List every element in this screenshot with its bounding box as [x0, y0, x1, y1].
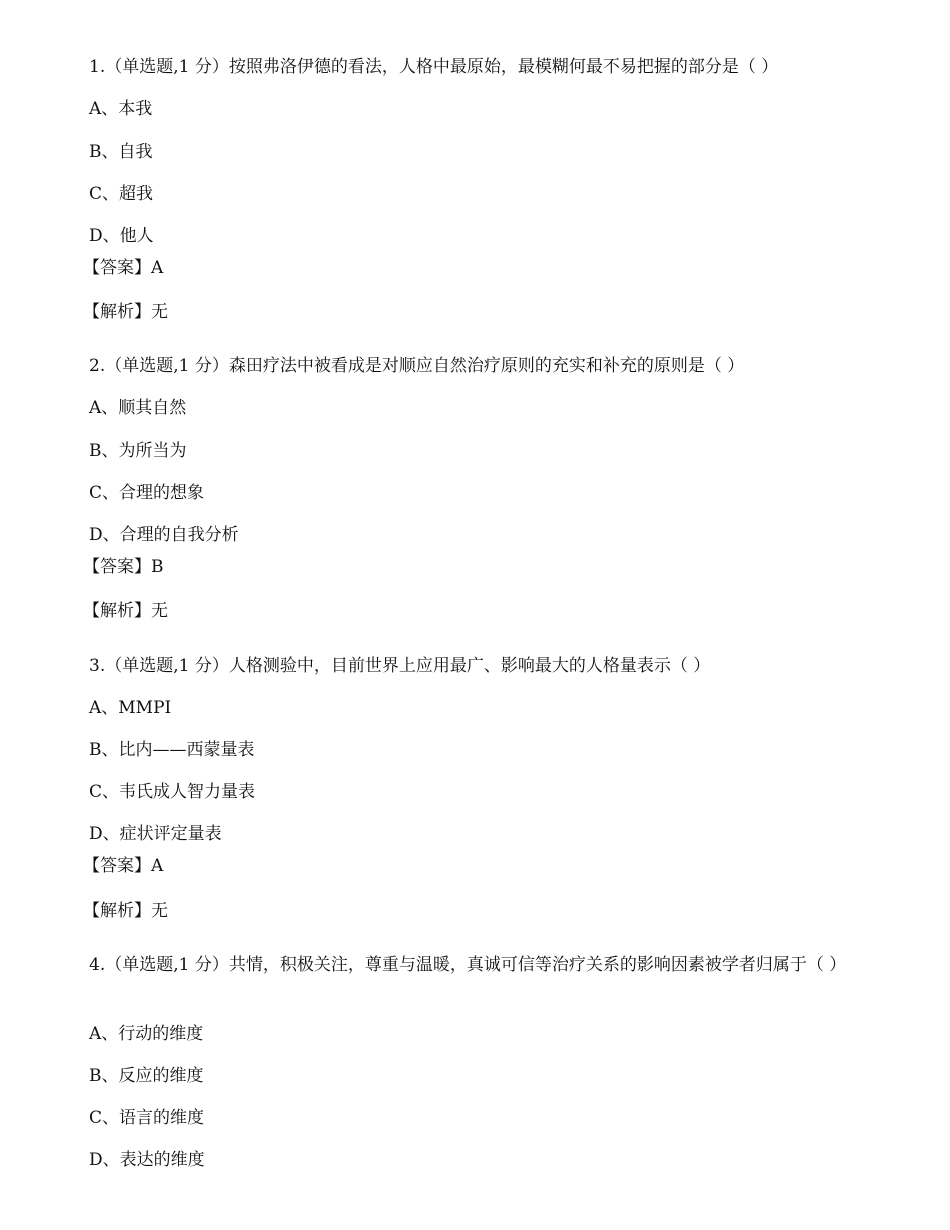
- question-3-option-d: D、症状评定量表: [89, 824, 222, 844]
- question-4-option-b: B、反应的维度: [89, 1066, 204, 1086]
- question-1-option-d: D、他人: [89, 226, 154, 246]
- question-4-option-d: D、表达的维度: [89, 1150, 205, 1170]
- question-3-option-b: B、比内——西蒙量表: [89, 740, 255, 760]
- question-1-analysis: 【解析】无: [83, 302, 168, 322]
- question-4-option-c: C、语言的维度: [89, 1108, 205, 1128]
- question-3-stem: 3.（单选题,1 分）人格测验中，目前世界上应用最广、影响最大的人格量表示（ ）: [89, 656, 711, 676]
- question-1-option-a: A、本我: [89, 99, 153, 119]
- question-4-stem: 4.（单选题,1 分）共情，积极关注，尊重与温暖，真诚可信等治疗关系的影响因素被学者归属于（ ）: [89, 955, 847, 975]
- question-3-option-c: C、韦氏成人智力量表: [89, 782, 256, 802]
- question-4-option-a: A、行动的维度: [89, 1024, 204, 1044]
- question-2-answer: 【答案】B: [83, 557, 164, 577]
- question-1-stem: 1.（单选题,1 分）按照弗洛伊德的看法，人格中最原始，最模糊何最不易把握的部分是（ ）: [89, 57, 779, 77]
- question-1-option-b: B、自我: [89, 142, 153, 162]
- question-1-option-c: C、超我: [89, 184, 154, 204]
- question-3-option-a: A、MMPI: [89, 698, 172, 718]
- question-2-analysis: 【解析】无: [83, 601, 168, 621]
- question-1-answer: 【答案】A: [83, 258, 164, 278]
- question-2-option-b: B、为所当为: [89, 441, 187, 461]
- question-3-answer: 【答案】A: [83, 856, 164, 876]
- question-2-option-a: A、顺其自然: [89, 398, 187, 418]
- question-2-stem: 2.（单选题,1 分）森田疗法中被看成是对顺应自然治疗原则的充实和补充的原则是（ ）: [89, 356, 745, 376]
- question-3-analysis: 【解析】无: [83, 901, 168, 921]
- question-2-option-c: C、合理的想象: [89, 483, 205, 503]
- question-2-option-d: D、合理的自我分析: [89, 525, 239, 545]
